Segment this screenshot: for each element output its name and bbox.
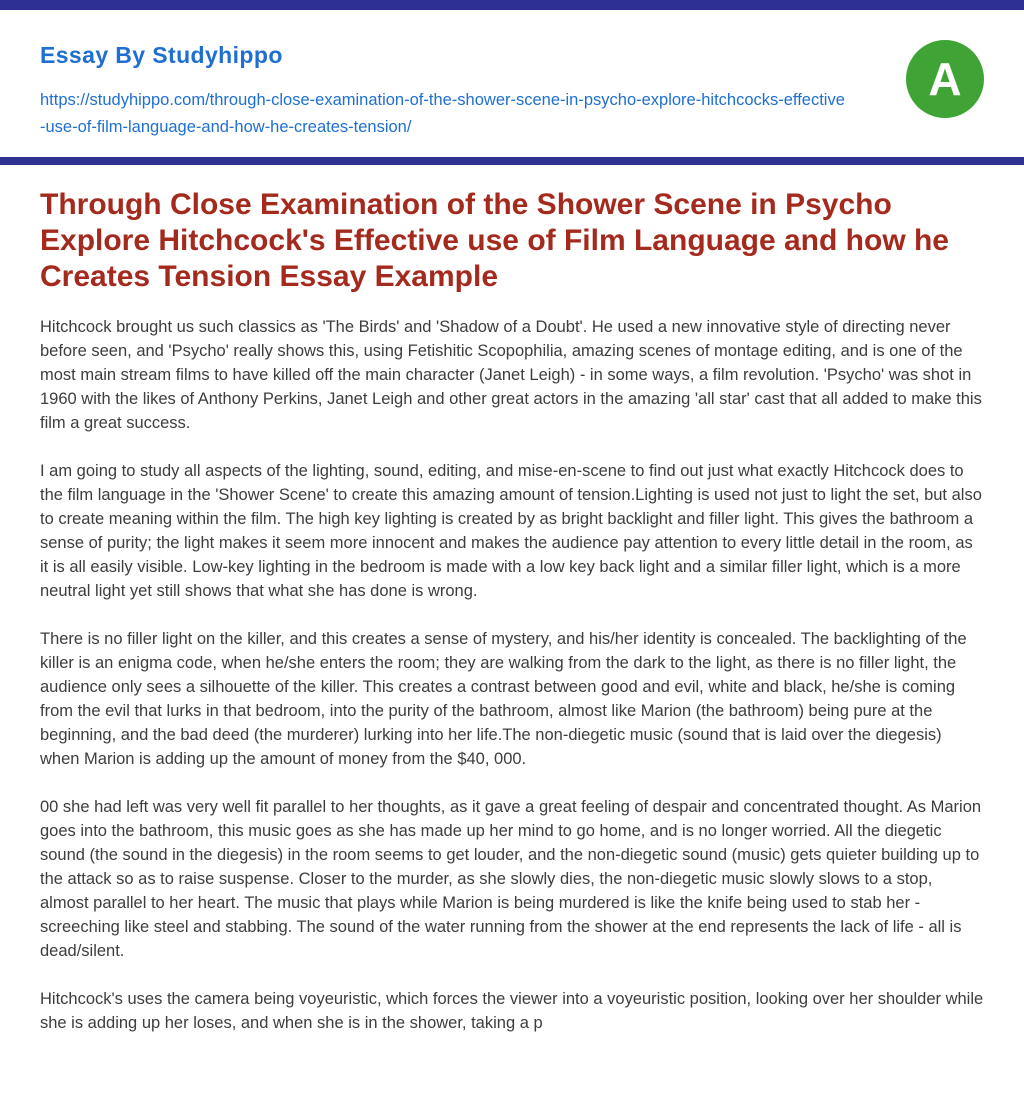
essay-paragraph: Hitchcock's uses the camera being voyeuristic, which forces the viewer into a voyeuristic position, looking over her shoulder while she is adding up her loses, and when she is in the shower, taking a p xyxy=(40,990,984,1032)
article-title: Through Close Examination of the Shower Scene in Psycho Explore Hitchcock's Effective use of Film Language and how he Creates Tension Essay Example xyxy=(40,188,949,293)
essay-paragraph: 00 she had left was very well fit parallel to her thoughts, as it gave a great feeling of despair and concentrated thought. As Marion goes into the bathroom, this music goes as she has made up her mind to go home, and is no longer worried. All the diegetic sound (the sound in the diegesis) in the room seems to get louder, and the non-diegetic sound (music) gets quieter building up to the attack so as to raise suspense. Closer to the murder, as she slowly dies, the non-diegetic music slowly slows to a stop, almost parallel to her heart. The music that plays while Marion is being murdered is like the knife being used to stab her - screeching like steel and stabbing. The sound of the water running from the shower at the end represents the lack of life - all is dead/silent. xyxy=(40,798,982,960)
header-divider xyxy=(0,157,1024,165)
site-title: Essay By Studyhippo xyxy=(40,42,283,68)
page-header xyxy=(0,10,1024,141)
top-accent-bar xyxy=(0,0,1024,10)
logo-letter: A xyxy=(928,53,962,105)
page-url-link[interactable]: https://studyhippo.com/through-close-examination-of-the-shower-scene-in-psycho-explore-hitchcocks-effective-use-of-film-language-and-how-he-creates-tension/ xyxy=(40,91,845,136)
essay-paragraph: Hitchcock brought us such classics as 'The Birds' and 'Shadow of a Doubt'. He used a new innovative style of directing never before seen, and 'Psycho' really shows this, using Fetishitic Scopophilia, amazing scenes of montage editing, and is one of the most main stream films to have killed off the main character (Janet Leigh) - in some ways, a film revolution. 'Psycho' was shot in 1960 with the likes of Anthony Perkins, Janet Leigh and other great actors in the amazing 'all star' cast that all added to make this film a great success. xyxy=(40,318,982,432)
essay-article xyxy=(0,165,1024,1035)
essay-paragraph: I am going to study all aspects of the lighting, sound, editing, and mise-en-scene to find out just what exactly Hitchcock does to the film language in the 'Shower Scene' to create this amazing amount of tension.Lighting is used not just to light the set, but also to create meaning within the film. The high key lighting is created by as bright backlight and filler light. This gives the bathroom a sense of purity; the light makes it seem more innocent and makes the audience pay attention to every little detail in the room, as it is all easily visible. Low-key lighting in the bedroom is made with a low key back light and a similar filler light, which is a more neutral light yet still shows that what she has done is wrong. xyxy=(40,462,982,600)
studyhippo-logo-icon xyxy=(906,40,984,118)
essay-paragraph: There is no filler light on the killer, and this creates a sense of mystery, and his/her identity is concealed. The backlighting of the killer is an enigma code, when he/she enters the room; they are walking from the dark to the light, as there is no filler light, the audience only sees a silhouette of the killer. This creates a contrast between good and evil, white and black, he/she is coming from the evil that lurks in that bedroom, into the purity of the bathroom, almost like Marion (the bathroom) being pure at the beginning, and the bad deed (the murderer) lurking into her life.The non-diegetic music (sound that is laid over the diegesis) when Marion is adding up the amount of money from the $40, 000. xyxy=(40,630,967,768)
